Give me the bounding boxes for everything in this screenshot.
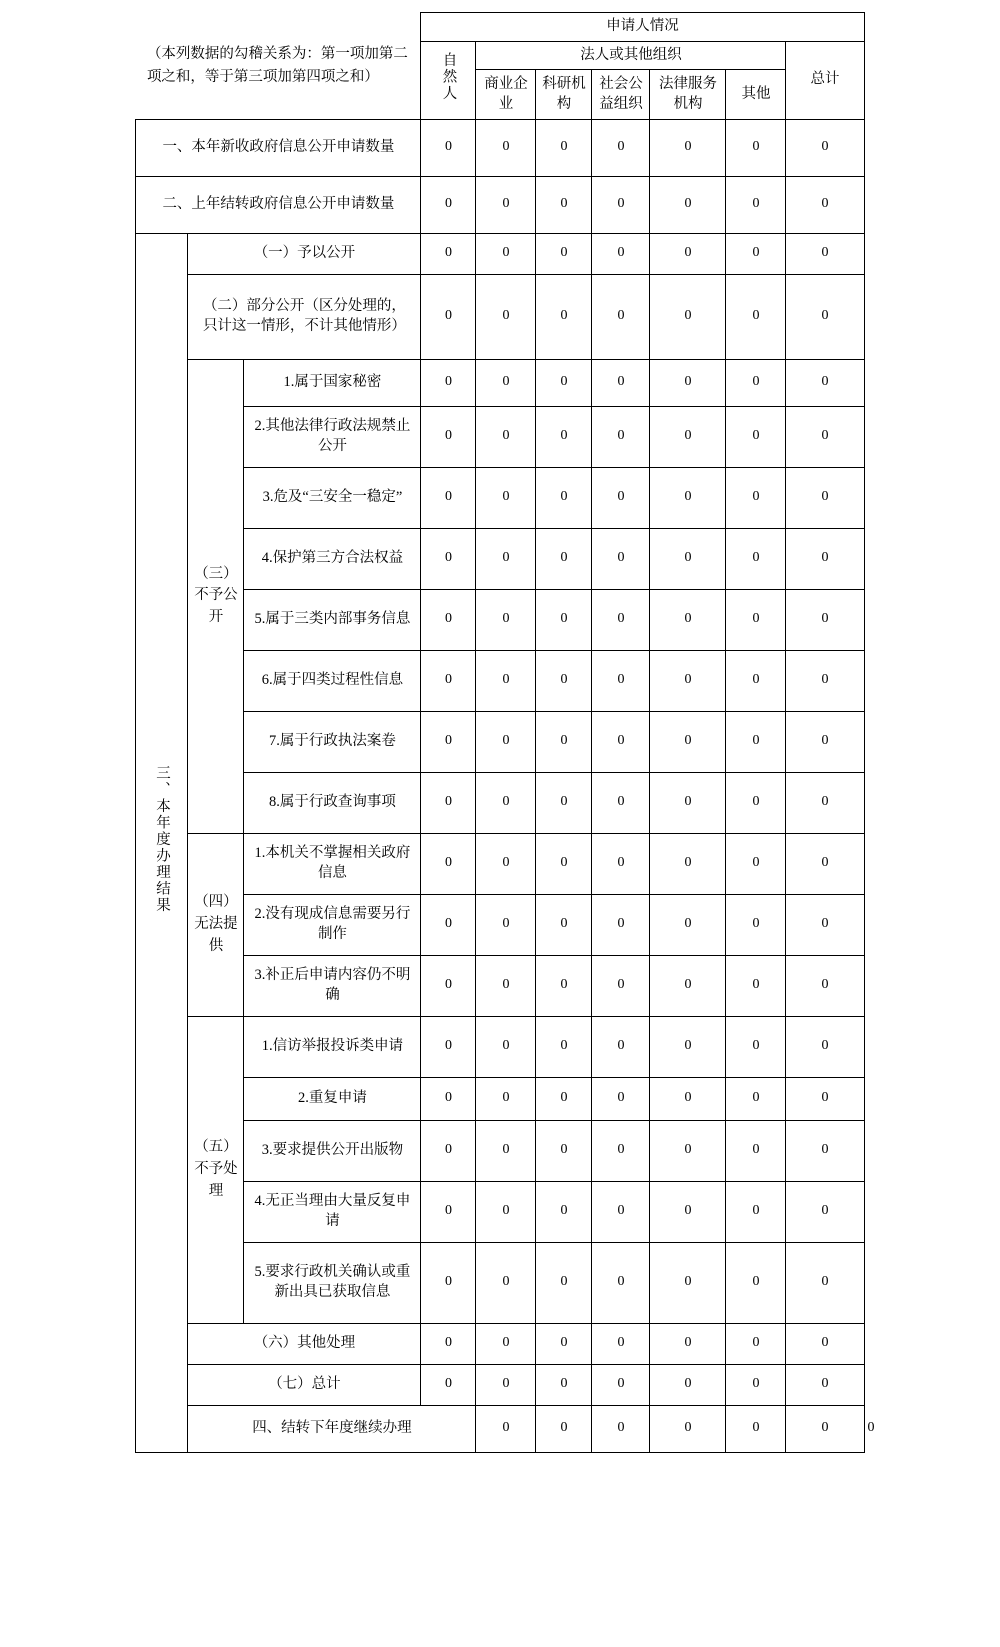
table-row-g5-5 (136, 1242, 864, 1323)
cell-g5-5-business: 0 (476, 1242, 536, 1323)
cell-g2-social: 0 (592, 274, 650, 359)
cell-g1-other: 0 (726, 233, 786, 274)
cell-g4-2-legal: 0 (650, 894, 726, 955)
cell-g3-3-natural: 0 (421, 467, 476, 528)
header-natural-person (421, 41, 476, 119)
cell-g5-2-legal: 0 (650, 1077, 726, 1120)
cell-g3-6-business: 0 (476, 650, 536, 711)
cell-item4-natural: 0 (476, 1405, 536, 1452)
cell-g5-5-research: 0 (536, 1242, 592, 1323)
cell-g7-total: 0 (786, 1364, 864, 1405)
table-row-g2 (136, 274, 864, 359)
row-label-g5-1: 1.信访举报投诉类申请 (244, 1016, 421, 1077)
cell-item2-research: 0 (536, 176, 592, 233)
cell-g6-business: 0 (476, 1323, 536, 1364)
row-label-g3-5: 5.属于三类内部事务信息 (244, 589, 421, 650)
row-label-g3-3: 3.危及“三安全一稳定” (244, 467, 421, 528)
cell-item2-natural: 0 (421, 176, 476, 233)
cell-g3-2-research: 0 (536, 406, 592, 467)
cell-g3-8-natural: 0 (421, 772, 476, 833)
cell-g5-5-natural: 0 (421, 1242, 476, 1323)
row-label-g3-7: 7.属于行政执法案卷 (244, 711, 421, 772)
row-label-g3-4: 4.保护第三方合法权益 (244, 528, 421, 589)
table-row-g3-7 (136, 711, 864, 772)
cell-g4-1-other: 0 (726, 833, 786, 894)
cell-g5-2-natural: 0 (421, 1077, 476, 1120)
cell-item4-legal: 0 (726, 1405, 786, 1452)
cell-g3-2-other: 0 (726, 406, 786, 467)
cell-g5-2-other: 0 (726, 1077, 786, 1120)
row-label-g1: （一）予以公开 (188, 233, 421, 274)
row-label-g6: （六）其他处理 (188, 1323, 421, 1364)
header-row-top (136, 13, 864, 42)
cell-g5-2-research: 0 (536, 1077, 592, 1120)
cell-g2-legal: 0 (650, 274, 726, 359)
cell-g4-3-total: 0 (786, 955, 864, 1016)
row-label-g4-1: 1.本机关不掌握相关政府信息 (244, 833, 421, 894)
table-row-g3-5 (136, 589, 864, 650)
cell-g3-1-business: 0 (476, 359, 536, 406)
cell-item1-business: 0 (476, 119, 536, 176)
cell-g5-4-research: 0 (536, 1181, 592, 1242)
cell-g3-7-legal: 0 (650, 711, 726, 772)
table-row-g5-2 (136, 1077, 864, 1120)
cell-g5-3-other: 0 (726, 1120, 786, 1181)
header-col-business: 商业企业 (476, 70, 536, 120)
header-legal-group: 法人或其他组织 (476, 41, 786, 70)
row-label-g3-8: 8.属于行政查询事项 (244, 772, 421, 833)
table-row-g3-1 (136, 359, 864, 406)
cell-g4-3-social: 0 (592, 955, 650, 1016)
cell-g6-natural: 0 (421, 1323, 476, 1364)
cell-item4-research: 0 (592, 1405, 650, 1452)
cell-g4-1-legal: 0 (650, 833, 726, 894)
cell-g3-7-research: 0 (536, 711, 592, 772)
cell-g5-1-other: 0 (726, 1016, 786, 1077)
cell-g3-6-legal: 0 (650, 650, 726, 711)
table-row-g4-3 (136, 955, 864, 1016)
cell-item1-natural: 0 (421, 119, 476, 176)
cell-g3-6-other: 0 (726, 650, 786, 711)
cell-g5-5-legal: 0 (650, 1242, 726, 1323)
cell-g3-7-other: 0 (726, 711, 786, 772)
cell-g5-1-legal: 0 (650, 1016, 726, 1077)
table-row-g3-3 (136, 467, 864, 528)
cell-g6-social: 0 (592, 1323, 650, 1364)
table-row-g3-6 (136, 650, 864, 711)
row-label-g3-2: 2.其他法律行政法规禁止公开 (244, 406, 421, 467)
cell-g2-total: 0 (786, 274, 864, 359)
cell-g5-1-social: 0 (592, 1016, 650, 1077)
cell-g3-8-research: 0 (536, 772, 592, 833)
header-applicant-group: 申请人情况 (421, 13, 864, 42)
table-row-g5-4 (136, 1181, 864, 1242)
row-label-g3: （三）不予公开 (188, 359, 244, 833)
cell-item4-business: 0 (536, 1405, 592, 1452)
row-label-g5-2: 2.重复申请 (244, 1077, 421, 1120)
cell-g5-4-total: 0 (786, 1181, 864, 1242)
cell-g4-3-natural: 0 (421, 955, 476, 1016)
cell-g5-2-social: 0 (592, 1077, 650, 1120)
cell-g3-1-natural: 0 (421, 359, 476, 406)
cell-g4-3-research: 0 (536, 955, 592, 1016)
table-row-item4: 四、结转下年度继续办理 0 0 0 0 0 0 0 (136, 1405, 864, 1452)
cell-g5-3-natural: 0 (421, 1120, 476, 1181)
cell-g5-1-total: 0 (786, 1016, 864, 1077)
cell-g5-3-business: 0 (476, 1120, 536, 1181)
row-label-item4: 四、结转下年度继续办理 (188, 1405, 476, 1452)
cell-g3-4-other: 0 (726, 528, 786, 589)
cell-g5-3-research: 0 (536, 1120, 592, 1181)
cell-g2-business: 0 (476, 274, 536, 359)
cell-g5-4-other: 0 (726, 1181, 786, 1242)
cell-g3-3-business: 0 (476, 467, 536, 528)
cell-g2-other: 0 (726, 274, 786, 359)
cell-g7-business: 0 (476, 1364, 536, 1405)
cell-g4-2-natural: 0 (421, 894, 476, 955)
cell-g5-5-other: 0 (726, 1242, 786, 1323)
cell-g4-1-natural: 0 (421, 833, 476, 894)
cell-g3-1-other: 0 (726, 359, 786, 406)
cell-item2-total: 0 (786, 176, 864, 233)
cell-g7-natural: 0 (421, 1364, 476, 1405)
cell-item2-legal: 0 (650, 176, 726, 233)
cell-g4-1-social: 0 (592, 833, 650, 894)
cell-g3-6-research: 0 (536, 650, 592, 711)
cell-g6-legal: 0 (650, 1323, 726, 1364)
row-label-g4-2: 2.没有现成信息需要另行制作 (244, 894, 421, 955)
cell-item1-social: 0 (592, 119, 650, 176)
row-label-item2: 二、上年结转政府信息公开申请数量 (136, 176, 421, 233)
cell-g3-3-legal: 0 (650, 467, 726, 528)
row-label-item1: 一、本年新收政府信息公开申请数量 (136, 119, 421, 176)
cell-g5-1-research: 0 (536, 1016, 592, 1077)
table-row-g3-8 (136, 772, 864, 833)
table-row-g7 (136, 1364, 864, 1405)
cell-g5-4-social: 0 (592, 1181, 650, 1242)
header-col-research: 科研机构 (536, 70, 592, 120)
header-col-other: 其他 (726, 70, 786, 120)
row-label-g5-4: 4.无正当理由大量反复申请 (244, 1181, 421, 1242)
table-row-g3-4 (136, 528, 864, 589)
cell-g3-6-natural: 0 (421, 650, 476, 711)
header-col-legal-service: 法律服务机构 (650, 70, 726, 120)
cell-g4-3-legal: 0 (650, 955, 726, 1016)
cell-g3-4-social: 0 (592, 528, 650, 589)
cell-g3-8-social: 0 (592, 772, 650, 833)
cell-item2-other: 0 (726, 176, 786, 233)
cell-g3-5-legal: 0 (650, 589, 726, 650)
header-natural-person-label: 自然人 (440, 52, 457, 102)
cell-g3-2-business: 0 (476, 406, 536, 467)
table-row-item2 (136, 176, 864, 233)
cell-g5-3-social: 0 (592, 1120, 650, 1181)
cell-g5-2-total: 0 (786, 1077, 864, 1120)
cell-g3-4-total: 0 (786, 528, 864, 589)
cell-g5-1-natural: 0 (421, 1016, 476, 1077)
table-row-g3-2 (136, 406, 864, 467)
cell-g7-legal: 0 (650, 1364, 726, 1405)
cell-g3-4-research: 0 (536, 528, 592, 589)
cell-g4-3-business: 0 (476, 955, 536, 1016)
cell-g7-other: 0 (726, 1364, 786, 1405)
row-label-g5-3: 3.要求提供公开出版物 (244, 1120, 421, 1181)
header-total: 总计 (786, 41, 864, 119)
cell-g1-natural: 0 (421, 233, 476, 274)
information-disclosure-application-table (135, 12, 875, 1453)
cell-g5-5-social: 0 (592, 1242, 650, 1323)
cell-g3-5-other: 0 (726, 589, 786, 650)
cell-g3-7-social: 0 (592, 711, 650, 772)
cell-item4-other: 0 (786, 1405, 864, 1452)
cell-g6-other: 0 (726, 1323, 786, 1364)
cell-g1-legal: 0 (650, 233, 726, 274)
cell-item1-legal: 0 (650, 119, 726, 176)
cell-g3-7-business: 0 (476, 711, 536, 772)
row-label-g7: （七）总计 (188, 1364, 421, 1405)
cell-g4-1-total: 0 (786, 833, 864, 894)
cell-item1-research: 0 (536, 119, 592, 176)
cell-g3-2-social: 0 (592, 406, 650, 467)
cell-g1-total: 0 (786, 233, 864, 274)
cell-g3-5-social: 0 (592, 589, 650, 650)
table-row-g6 (136, 1323, 864, 1364)
cell-item1-other: 0 (726, 119, 786, 176)
cell-g7-research: 0 (536, 1364, 592, 1405)
row-label-g3-1: 1.属于国家秘密 (244, 359, 421, 406)
cell-item4-social: 0 (650, 1405, 726, 1452)
cell-g3-8-legal: 0 (650, 772, 726, 833)
table-row-g5-3 (136, 1120, 864, 1181)
row-label-item3-text: 三、本年度办理结果 (154, 765, 170, 914)
cell-g3-5-total: 0 (786, 589, 864, 650)
cell-g3-4-natural: 0 (421, 528, 476, 589)
cell-g3-4-business: 0 (476, 528, 536, 589)
cell-g4-3-other: 0 (726, 955, 786, 1016)
cell-g3-5-research: 0 (536, 589, 592, 650)
cell-g3-8-total: 0 (786, 772, 864, 833)
cell-item2-social: 0 (592, 176, 650, 233)
cell-g3-8-other: 0 (726, 772, 786, 833)
cell-g5-4-business: 0 (476, 1181, 536, 1242)
cell-g3-8-business: 0 (476, 772, 536, 833)
cell-g3-2-natural: 0 (421, 406, 476, 467)
cell-g3-5-business: 0 (476, 589, 536, 650)
cell-g3-1-total: 0 (786, 359, 864, 406)
cell-g5-2-business: 0 (476, 1077, 536, 1120)
cell-g2-research: 0 (536, 274, 592, 359)
cell-g4-2-business: 0 (476, 894, 536, 955)
cell-g3-2-total: 0 (786, 406, 864, 467)
row-label-g4: （四）无法提供 (188, 833, 244, 1016)
cell-g3-7-total: 0 (786, 711, 864, 772)
cell-item1-total: 0 (786, 119, 864, 176)
cell-g4-1-business: 0 (476, 833, 536, 894)
cell-g4-2-other: 0 (726, 894, 786, 955)
cell-g5-4-legal: 0 (650, 1181, 726, 1242)
table-note: （本列数据的勾稽关系为：第一项加第二项之和，等于第三项加第四项之和） (146, 46, 408, 85)
cell-g5-5-total: 0 (786, 1242, 864, 1323)
row-label-g5: （五）不予处理 (188, 1016, 244, 1323)
cell-g4-2-total: 0 (786, 894, 864, 955)
row-label-item3 (136, 233, 188, 1452)
cell-g2-natural: 0 (421, 274, 476, 359)
cell-g3-2-legal: 0 (650, 406, 726, 467)
cell-g5-1-business: 0 (476, 1016, 536, 1077)
table-row-g1 (136, 233, 864, 274)
table-row-g4-1 (136, 833, 864, 894)
header-col-social: 社会公益组织 (592, 70, 650, 120)
cell-g3-3-research: 0 (536, 467, 592, 528)
cell-g4-2-research: 0 (536, 894, 592, 955)
cell-g3-3-total: 0 (786, 467, 864, 528)
cell-g3-6-total: 0 (786, 650, 864, 711)
table-row-g4-2 (136, 894, 864, 955)
cell-g5-3-total: 0 (786, 1120, 864, 1181)
cell-g3-1-legal: 0 (650, 359, 726, 406)
cell-g5-4-natural: 0 (421, 1181, 476, 1242)
cell-g3-3-social: 0 (592, 467, 650, 528)
cell-g3-3-other: 0 (726, 467, 786, 528)
row-label-g3-6: 6.属于四类过程性信息 (244, 650, 421, 711)
row-label-g4-3: 3.补正后申请内容仍不明确 (244, 955, 421, 1016)
table-row-item1 (136, 119, 864, 176)
cell-g3-1-research: 0 (536, 359, 592, 406)
cell-g6-research: 0 (536, 1323, 592, 1364)
cell-g3-5-natural: 0 (421, 589, 476, 650)
cell-g1-social: 0 (592, 233, 650, 274)
cell-g7-social: 0 (592, 1364, 650, 1405)
row-label-g2: （二）部分公开（区分处理的，只计这一情形，不计其他情形） (188, 274, 421, 359)
cell-g1-research: 0 (536, 233, 592, 274)
cell-g6-total: 0 (786, 1323, 864, 1364)
cell-g4-1-research: 0 (536, 833, 592, 894)
cell-g3-6-social: 0 (592, 650, 650, 711)
cell-g3-7-natural: 0 (421, 711, 476, 772)
row-label-g5-5: 5.要求行政机关确认或重新出具已获取信息 (244, 1242, 421, 1323)
cell-g4-2-social: 0 (592, 894, 650, 955)
cell-g3-1-social: 0 (592, 359, 650, 406)
cell-g5-3-legal: 0 (650, 1120, 726, 1181)
cell-g1-business: 0 (476, 233, 536, 274)
table-row-g5-1 (136, 1016, 864, 1077)
cell-item2-business: 0 (476, 176, 536, 233)
cell-g3-4-legal: 0 (650, 528, 726, 589)
